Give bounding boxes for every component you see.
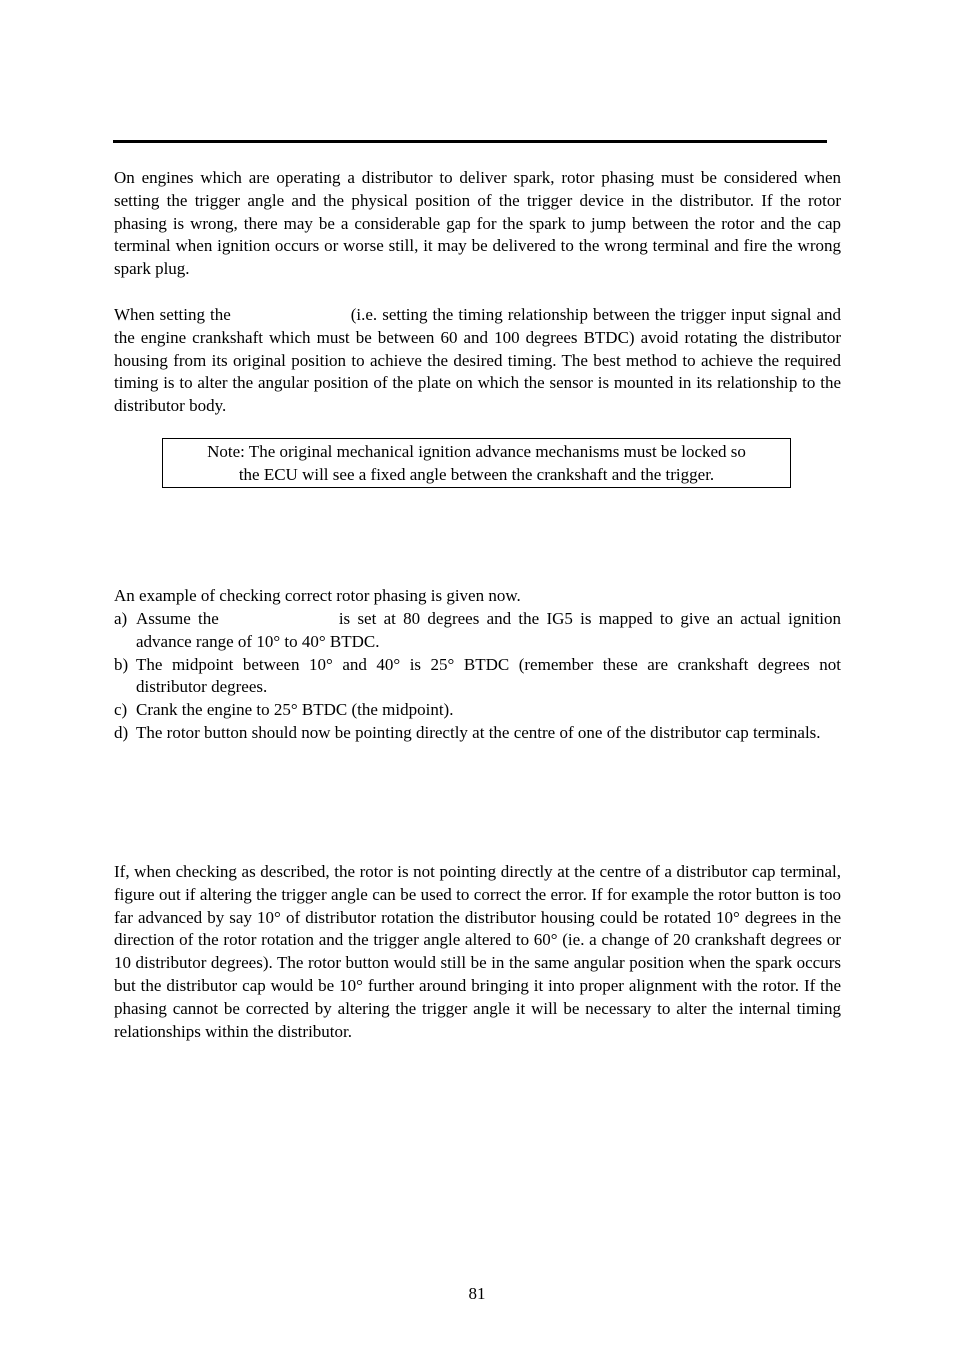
page-number: 81 — [468, 1284, 486, 1303]
list-item-label: d) — [114, 722, 129, 742]
list-item-label: c) — [114, 700, 128, 720]
note-line-1: Note: The original mechanical ignition advance mechanisms must be locked so — [207, 442, 746, 461]
header-rule — [113, 140, 827, 143]
paragraph-rotor-phasing: On engines which are operating a distributor to deliver spark, rotor phasing must be considered when setting the trigger angle and the physical position of the trigger device in the distributor. If the rotor phasing is wrong, there may be a considerable gap for the spark to jump between the rotor and the cap terminal when ignition occurs or worse still, it may be delivered to the wrong terminal and fire the wrong spark plug. — [114, 168, 841, 279]
list-item-text: Crank the engine to 25° BTDC (the midpoint). — [136, 700, 454, 720]
example-intro: An example of checking correct rotor phasing is given now. — [114, 586, 521, 605]
list-item-text: The midpoint between 10° and 40° is 25° BTDC (remember these are crankshaft degrees not distributor degrees. — [136, 654, 841, 697]
example-steps-list — [114, 608, 841, 745]
list-item — [114, 699, 841, 722]
note-line-2: the ECU will see a fixed angle between the crankshaft and the trigger. — [238, 464, 715, 484]
paragraph-setting-trigger-rest: (i.e. setting the timing relationship between the trigger input signal and the engine crankshaft which must be between 60 and 100 degrees BTDC) avoid rotating the distributor housing from its original position to achieve the desired timing. The best method to achieve the required timing is to alter the angular position of the plate on which the sensor is mounted in its relationship to the distributor body. — [114, 305, 841, 416]
list-item-text: The rotor button should now be pointing directly at the centre of one of the distributor cap terminals. — [136, 722, 821, 742]
paragraph-setting-trigger-start: When setting the — [114, 305, 231, 324]
note-box — [162, 438, 791, 488]
list-item-text-rest: is set at 80 degrees and the IG5 is mapped to give an actual ignition advance range of 10° to 40° BTDC. — [136, 609, 841, 651]
list-item-label: a) — [114, 609, 128, 628]
list-item — [114, 654, 841, 700]
list-item-label: b) — [114, 654, 129, 674]
list-item-text-start: Assume the — [136, 609, 219, 628]
list-item — [114, 608, 841, 654]
paragraph-correction: If, when checking as described, the rotor is not pointing directly at the centre of a distributor cap terminal, figure out if altering the trigger angle can be used to correct the error. If for example the rotor button is too far advanced by say 10° of distributor rotation the distributor housing could be rotated 10° degrees in the direction of the rotor rotation and the trigger angle altered to 60° (ie. a change of 20 crankshaft degrees or 10 distributor degrees). The rotor button would still be in the same angular position when the spark occurs but the distributor cap would be 10° further around bringing it into proper alignment with the rotor. If the phasing cannot be corrected by altering the trigger angle it will be necessary to alter the internal timing relationships within the distributor. — [114, 862, 841, 1041]
list-item — [114, 722, 841, 745]
paragraph-setting-trigger — [114, 304, 841, 418]
